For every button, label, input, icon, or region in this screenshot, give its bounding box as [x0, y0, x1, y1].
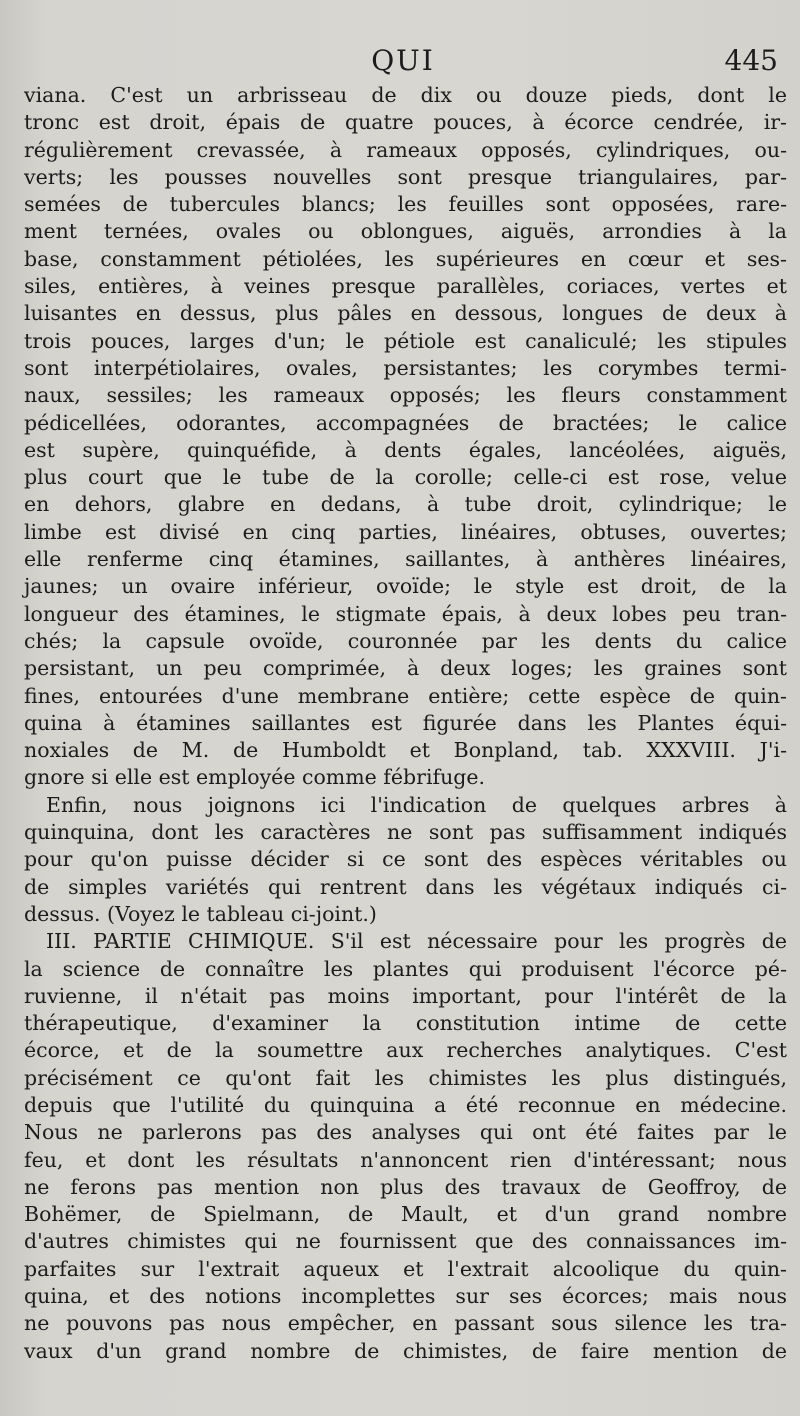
text-line: plus court que le tube de la corolle; celle-ci est rose, velue: [24, 465, 787, 490]
text-line: vaux d'un grand nombre de chimistes, de faire mention de: [24, 1338, 787, 1363]
text-line: régulièrement crevassée, à rameaux opposés, cylindriques, ou-: [24, 137, 787, 162]
text-line: Nous ne parlerons pas des analyses qui ont été faites par le: [24, 1120, 787, 1145]
text-line: quina, et des notions incomplettes sur ses écorces; mais nous: [24, 1284, 787, 1309]
text-line: noxiales de M. de Humboldt et Bonpland, tab. XXXVIII. J'i-: [24, 738, 787, 763]
text-line: fines, entourées d'une membrane entière; cette espèce de quin-: [24, 683, 787, 708]
text-line: ne pouvons pas nous empêcher, en passant sous silence les tra-: [24, 1311, 787, 1336]
text-line: la science de connaître les plantes qui produisent l'écorce pé-: [24, 956, 787, 981]
text-line: est supère, quinquéfide, à dents égales, lancéolées, aiguës,: [24, 437, 787, 462]
text-line: ment ternées, ovales ou oblongues, aiguës, arrondies à la: [24, 219, 787, 244]
text-line: en dehors, glabre en dedans, à tube droit, cylindrique; le: [24, 492, 787, 517]
text-line: écorce, et de la soumettre aux recherches analytiques. C'est: [24, 1038, 787, 1063]
text-line: d'autres chimistes qui ne fournissent que des connaissances im-: [24, 1229, 787, 1254]
paragraph-end-line: gnore si elle est employée comme fébrifuge.: [24, 765, 486, 790]
text-line: trois pouces, larges d'un; le pétiole est canaliculé; les stipules: [24, 328, 787, 353]
text-line: tronc est droit, épais de quatre pouces, à écorce cendrée, ir-: [24, 110, 787, 135]
text-line: ne ferons pas mention non plus des travaux de Geoffroy, de: [24, 1174, 787, 1199]
text-line: précisément ce qu'ont fait les chimistes les plus distingués,: [24, 1065, 787, 1090]
text-line: pédicellées, odorantes, accompagnées de bractées; le calice: [24, 410, 787, 435]
body-text: [24, 82, 787, 1365]
text-line: luisantes en dessus, plus pâles en dessous, longues de deux à: [24, 301, 787, 326]
text-line: chés; la capsule ovoïde, couronnée par les dents du calice: [24, 628, 787, 653]
text-line: pour qu'on puisse décider si ce sont des espèces véritables ou: [24, 847, 787, 872]
text-line: limbe est divisé en cinq parties, linéaires, obtuses, ouvertes;: [24, 519, 787, 544]
text-line: ruvienne, il n'était pas moins important, pour l'intérêt de la: [24, 983, 787, 1008]
page-header: [24, 44, 782, 84]
text-line: thérapeutique, d'examiner la constitution intime de cette: [24, 1011, 787, 1036]
text-line: jaunes; un ovaire inférieur, ovoïde; le style est droit, de la: [24, 574, 787, 599]
text-line: Bohëmer, de Spielmann, de Mault, et d'un grand nombre: [24, 1202, 787, 1227]
paragraph-end-line: dessus. (Voyez le tableau ci-joint.): [24, 901, 377, 926]
page-number: 445: [724, 44, 778, 77]
text-line: naux, sessiles; les rameaux opposés; les fleurs constamment: [24, 383, 787, 408]
text-line: de simples variétés qui rentrent dans les végétaux indiqués ci-: [24, 874, 787, 899]
text-line: depuis que l'utilité du quinquina a été reconnue en médecine.: [24, 1092, 787, 1117]
text-line: viana. C'est un arbrisseau de dix ou douze pieds, dont le: [24, 83, 787, 107]
text-line: feu, et dont les résultats n'annoncent rien d'intéressant; nous: [24, 1147, 787, 1172]
text-line: sont interpétiolaires, ovales, persistantes; les corymbes termi-: [24, 355, 787, 380]
text-line: persistant, un peu comprimée, à deux loges; les graines sont: [24, 656, 787, 681]
running-head: QUI: [371, 44, 435, 77]
paragraph-start-line: Enfin, nous joignons ici l'indication de quelques arbres à: [46, 792, 787, 817]
text-line: longueur des étamines, le stigmate épais, à deux lobes peu tran-: [24, 601, 787, 626]
text-line: quina à étamines saillantes est figurée dans les Plantes équi-: [24, 710, 787, 735]
text-line: quinquina, dont les caractères ne sont pas suffisamment indiqués: [24, 820, 787, 845]
text-line: base, constamment pétiolées, les supérieures en cœur et ses-: [24, 246, 787, 271]
text-line: parfaites sur l'extrait aqueux et l'extrait alcoolique du quin-: [24, 1256, 787, 1281]
text-line: verts; les pousses nouvelles sont presque triangulaires, par-: [24, 164, 787, 189]
text-line: elle renferme cinq étamines, saillantes, à anthères linéaires,: [24, 547, 787, 572]
section-heading-line: III. PARTIE CHIMIQUE. S'il est nécessaire pour les progrès de: [46, 929, 787, 954]
text-line: siles, entières, à veines presque parallèles, coriaces, vertes et: [24, 274, 787, 299]
text-line: semées de tubercules blancs; les feuilles sont opposées, rare-: [24, 192, 787, 217]
